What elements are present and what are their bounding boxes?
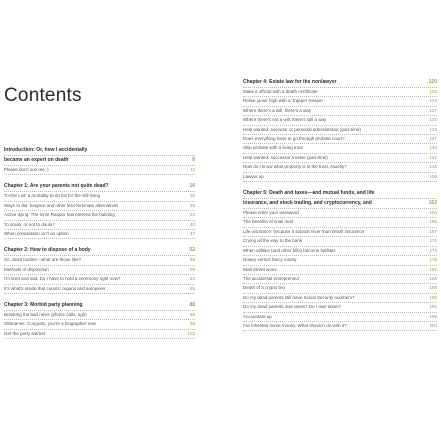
toc-entry-title: I'm tired and sad. Do I have to hold a ceremony right now?: [4, 276, 121, 282]
toc-entry-page-number: 53: [189, 257, 195, 263]
toc-entry-title: Methods of disposition: [4, 266, 49, 272]
toc-entry-page-number: 178: [429, 257, 437, 263]
toc-entry[interactable]: [4, 266, 195, 275]
toc-entry-page-number: 194: [429, 304, 437, 310]
toc-entry-title: Get the party started: [4, 330, 46, 336]
toc-entry-title: Ways to die: hospice and other less-fortunate alternatives: [4, 202, 119, 208]
toc-entry-page-number: 85: [189, 285, 195, 291]
chapter-heading[interactable]: [243, 189, 437, 199]
toc-entry[interactable]: [243, 247, 437, 256]
toc-entry-page-number: 47: [189, 231, 195, 237]
toc-entry[interactable]: [243, 209, 437, 218]
toc-entry-page-number: 182: [429, 266, 437, 272]
toc-entry-page-number: 89: [189, 312, 195, 318]
toc-entry-title: I've inherited some money. What should I do with it?: [243, 322, 347, 328]
toc-entry-page-number: 34: [189, 212, 195, 218]
chapter-block: [4, 246, 195, 294]
toc-entry-title: Help wanted: successor trustee (part-time): [243, 154, 328, 160]
toc-entry-page-number: 132: [429, 117, 437, 123]
toc-entry-title: The accidental entrepreneur: [243, 275, 300, 281]
toc-entry[interactable]: [243, 313, 437, 322]
toc-entry[interactable]: [243, 303, 437, 312]
toc-entry-page-number: 13: [189, 167, 195, 172]
toc-entry-page-number: 25: [189, 202, 195, 208]
toc-right: [243, 78, 437, 338]
toc-entry-page-number: 137: [429, 136, 437, 142]
chapter-title: Chapter 1: Are your parents not quite dead?: [4, 183, 109, 190]
chapter-block: [243, 78, 437, 182]
toc-entry-title: Do my dead parents owe taxes? Do I owe taxes?: [243, 304, 342, 310]
toc-entry-page-number: 134: [429, 126, 437, 132]
toc-entry[interactable]: [243, 154, 437, 163]
toc-entry[interactable]: [4, 166, 195, 175]
toc-entry-page-number: 188: [429, 285, 437, 291]
toc-entry-page-number: 167: [429, 228, 437, 234]
toc-entry-title: The benefits of snail mail: [243, 219, 293, 225]
toc-entry-title: Does everything have to go through probate court?: [243, 136, 345, 142]
toc-entry-title: Death of a crypto bro: [243, 285, 286, 291]
toc-entry-page-number: 166: [429, 219, 437, 225]
toc-entry-title: Where there's not a will, there's still a way: [243, 117, 327, 123]
toc-entry-title: Skip probate with a living trust: [243, 145, 303, 151]
toc-entry[interactable]: [243, 284, 437, 293]
toc-entry-title: Do my dead parents still have Social Security numbers?: [243, 294, 355, 300]
toc-entry[interactable]: [243, 126, 437, 135]
toc-entry[interactable]: [243, 88, 437, 97]
toc-entry-page-number: 59: [189, 266, 195, 272]
chapter-block: [4, 146, 195, 175]
toc-entry-page-number: 148: [429, 164, 437, 170]
toc-entry[interactable]: [4, 192, 195, 201]
toc-entry-title: Relive junior high with a Trapper Keeper: [243, 98, 324, 104]
chapter-page-number: 120: [428, 79, 437, 85]
toc-entry-title: When utilities (and other bills) become futilities: [243, 247, 336, 253]
chapter-heading[interactable]: [4, 246, 195, 256]
chapter-page-number: 162: [428, 200, 437, 207]
toc-entry[interactable]: [4, 211, 195, 220]
toc-entry-title: To-Die List: a mortality to-do list for the still living: [4, 193, 101, 199]
toc-entry[interactable]: [243, 135, 437, 144]
toc-entry-page-number: 93: [189, 321, 195, 327]
toc-entry[interactable]: [243, 275, 437, 284]
toc-entry-page-number: 198: [429, 313, 437, 319]
chapter-heading[interactable]: [4, 301, 195, 311]
toc-entry[interactable]: [4, 320, 195, 329]
toc-entry-title: Active dying: The Grim Reaper has entered the building: [4, 212, 115, 218]
chapter-title: became an expert on death: [4, 157, 69, 163]
toc-entry[interactable]: [4, 330, 195, 339]
toc-entry-title: How do I know what property is in the trust, exactly?: [243, 164, 347, 170]
toc-entry[interactable]: [243, 218, 437, 227]
chapter-heading[interactable]: [4, 146, 195, 156]
toc-entry-page-number: 124: [429, 98, 437, 104]
toc-entry[interactable]: [4, 285, 195, 294]
toc-entry-page-number: 20: [189, 193, 195, 199]
toc-entry[interactable]: [243, 294, 437, 303]
toc-entry-title: Life insurance: because it sounds nicer than death insurance: [243, 228, 365, 234]
toc-entry-title: Please don't sue me :): [4, 167, 49, 172]
toc-entry-page-number: 84: [189, 276, 195, 282]
toc-entry[interactable]: [4, 256, 195, 265]
chapter-page-number: 52: [189, 247, 195, 254]
toc-entry[interactable]: [243, 97, 437, 106]
right-page: [221, 0, 441, 441]
toc-entry[interactable]: [243, 107, 437, 116]
page-title: Contents: [4, 84, 82, 106]
toc-entry[interactable]: [243, 237, 437, 246]
chapter-block: [243, 189, 437, 331]
toc-entry[interactable]: [243, 173, 437, 182]
toc-entry-title: It's what's inside that counts: organs and autopsies: [4, 285, 106, 291]
chapter-page-number: 88: [189, 302, 195, 309]
toc-entry[interactable]: [243, 163, 437, 172]
toc-entry-title: Crying all the way to the bank: [243, 238, 303, 244]
chapter-title: insurance, and stock trading, and cryptocurrency, and: [243, 200, 372, 207]
toc-entry-page-number: 140: [429, 145, 437, 151]
chapter-heading[interactable]: [243, 78, 437, 88]
toc-entry[interactable]: [243, 144, 437, 153]
toc-entry-page-number: 170: [429, 238, 437, 244]
toc-entry-page-number: 164: [429, 210, 437, 216]
toc-entry-page-number: 123: [429, 89, 437, 94]
toc-entry-title: Breaking the bad news (phone calls, ugh): [4, 312, 87, 318]
chapter-page-number: 8: [192, 157, 195, 163]
chapter-heading[interactable]: [4, 156, 195, 166]
chapter-block: [4, 182, 195, 239]
toc-entry-title: Obituaries: Congrats, you're a biographer now: [4, 321, 96, 327]
toc-entry[interactable]: [4, 202, 195, 211]
toc-entry-title: Lawyer up: [243, 173, 264, 179]
toc-entry-page-number: 204: [429, 322, 437, 328]
toc-entry-title: Where there's a will, there's a way: [243, 107, 311, 113]
toc-entry[interactable]: [243, 116, 437, 125]
chapter-heading[interactable]: [243, 199, 437, 209]
toc-entry-page-number: 186: [429, 275, 437, 281]
toc-left: [4, 146, 195, 346]
toc-entry[interactable]: [4, 221, 195, 230]
toc-entry-page-number: 190: [429, 294, 437, 300]
chapter-title: Chapter 5: Death and taxes—and mutual funds, and life: [243, 190, 375, 197]
toc-entry-title: When preparation isn't an option: [4, 231, 69, 237]
toc-entry-title: To doula, or not to doula?: [4, 221, 55, 227]
toc-entry[interactable]: [4, 275, 195, 284]
chapter-heading[interactable]: [4, 182, 195, 192]
toc-entry[interactable]: [243, 256, 437, 265]
toc-entry-page-number: 142: [429, 154, 437, 160]
toc-entry-title: Wall Street woes: [243, 266, 277, 272]
toc-entry-title: So, dead bodies—what are those like?: [4, 257, 82, 263]
toc-entry-title: Please enter your password: [243, 210, 299, 216]
toc-entry-page-number: 159: [429, 173, 437, 179]
chapter-title: Chapter 2: How to dispose of a body: [4, 247, 91, 254]
toc-entry-page-number: 174: [429, 247, 437, 253]
toc-entry[interactable]: [243, 322, 437, 331]
toc-entry-title: Help wanted: executor or personal administrator (part-time): [243, 126, 361, 132]
chapter-title: Chapter 3: Morbid party planning: [4, 302, 83, 309]
toc-entry-title: Accountant up: [243, 313, 272, 319]
toc-entry-title: Notary versus fancy notary: [243, 257, 297, 263]
toc-entry[interactable]: [4, 311, 195, 320]
toc-entry-page-number: 127: [429, 107, 437, 113]
toc-entry[interactable]: [243, 228, 437, 237]
toc-entry-title: Make it official with a death certificate: [243, 89, 318, 94]
chapter-title: Chapter 4: Estate law for the nonlawyer: [243, 79, 337, 85]
toc-entry-page-number: 40: [189, 221, 195, 227]
toc-entry-page-number: 102: [187, 330, 195, 336]
chapter-title: Introduction: Or, how I accidentally: [4, 147, 88, 153]
toc-entry[interactable]: [4, 230, 195, 239]
chapter-block: [4, 301, 195, 339]
toc-entry[interactable]: [243, 266, 437, 275]
left-page: [0, 0, 220, 441]
chapter-page-number: 16: [189, 183, 195, 190]
